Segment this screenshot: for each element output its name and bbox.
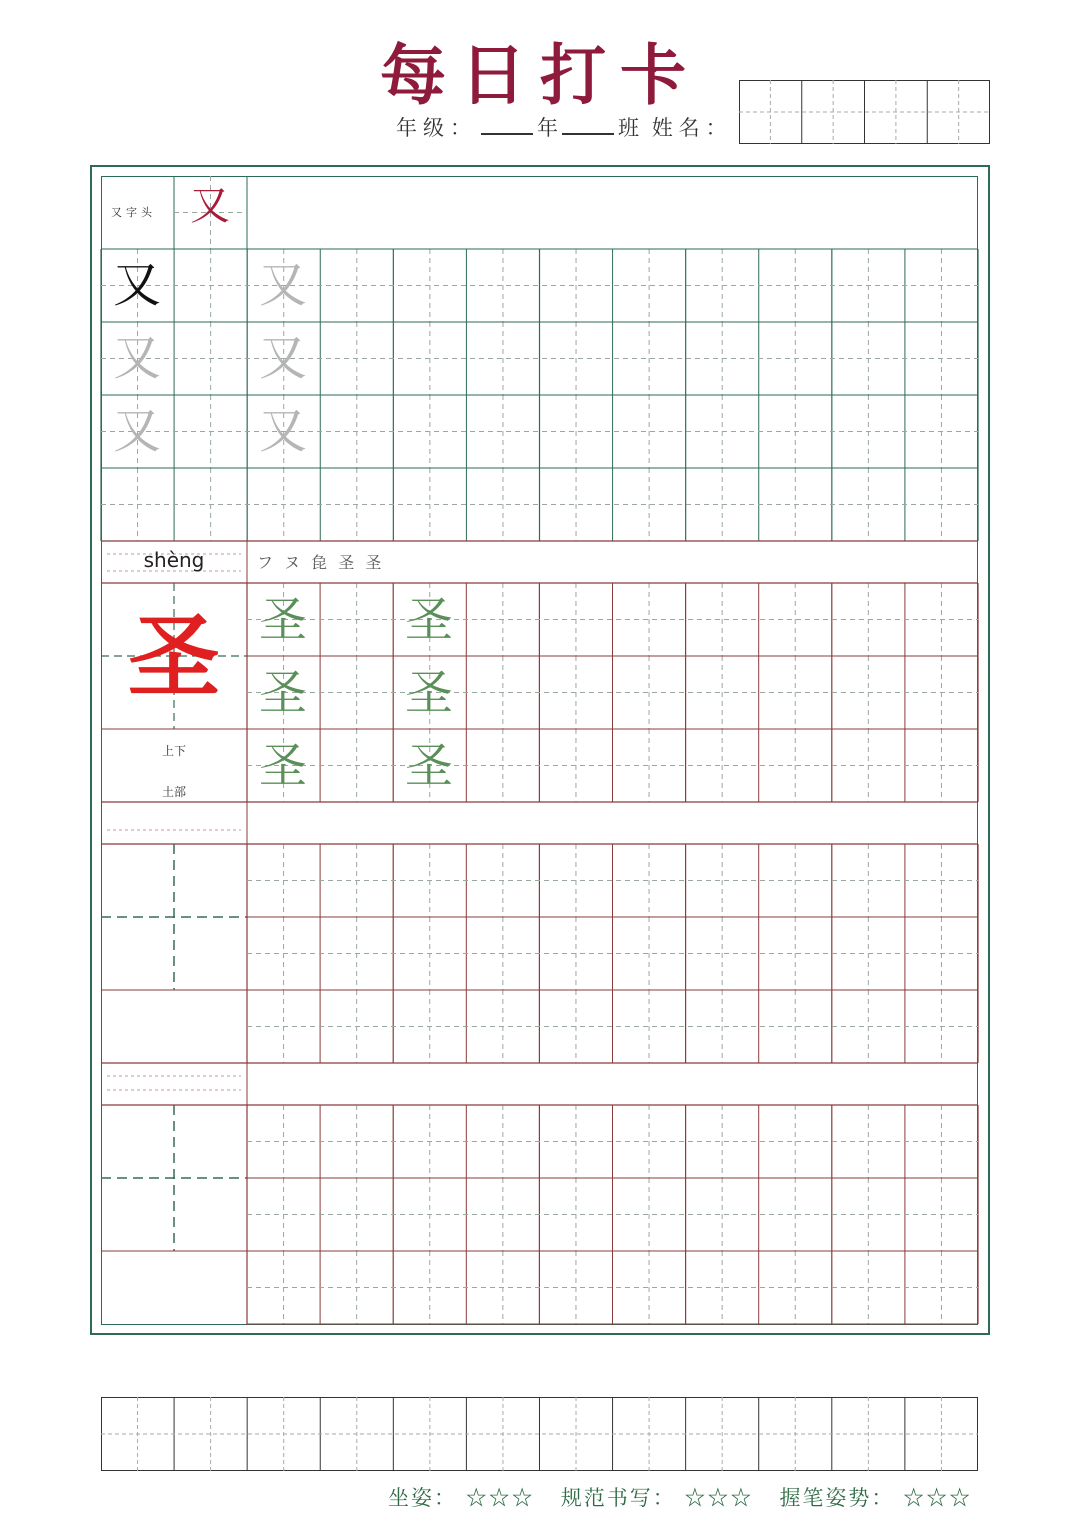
bottom-practice-row[interactable] [101, 1397, 978, 1471]
trace-char: 又 [258, 330, 307, 386]
trace-char: 又 [258, 403, 307, 459]
student-info [396, 112, 733, 142]
trace-char: 又 [112, 403, 161, 459]
name-boxes[interactable] [739, 80, 990, 144]
sitting-stars[interactable]: ☆☆☆ [465, 1486, 535, 1510]
trace-char: 又 [258, 257, 307, 313]
year-label: 年 [537, 116, 558, 140]
rating-bar [388, 1482, 972, 1512]
pinyin: shèng [143, 548, 205, 572]
trace-char-green: 圣 [258, 592, 307, 648]
sitting-label: 坐姿： [388, 1486, 457, 1510]
name-grid [739, 80, 990, 144]
radical-label: 土部 [161, 785, 186, 799]
worksheet-grid [101, 176, 978, 1325]
writing-label: 规范书写： [560, 1486, 676, 1510]
model-char: 又 [112, 257, 161, 313]
grade-label: 年级： [396, 116, 477, 140]
trace-char-green: 圣 [404, 665, 453, 721]
bottom-grid [101, 1397, 978, 1471]
trace-char-green: 圣 [404, 738, 453, 794]
grip-stars[interactable]: ☆☆☆ [903, 1486, 973, 1510]
trace-char-green: 圣 [258, 665, 307, 721]
class-label: 班 [618, 116, 645, 140]
trace-char-green: 圣 [404, 592, 453, 648]
radical-char: 又 [190, 183, 230, 229]
radical-name: 又字头 [111, 206, 156, 219]
name-label: 姓名： [651, 116, 733, 140]
writing-stars[interactable]: ☆☆☆ [684, 1486, 754, 1510]
grade-blank[interactable] [481, 117, 533, 135]
main-char: 圣 [127, 603, 220, 711]
grip-label: 握笔姿势： [779, 1486, 895, 1510]
stroke-order: フ ヌ 㲋 圣 圣 [257, 553, 385, 572]
trace-char-green: 圣 [258, 738, 307, 794]
trace-char: 又 [112, 330, 161, 386]
structure-label: 上下 [161, 744, 186, 758]
page-title: 每日打卡 [380, 36, 700, 114]
class-blank[interactable] [562, 117, 614, 135]
